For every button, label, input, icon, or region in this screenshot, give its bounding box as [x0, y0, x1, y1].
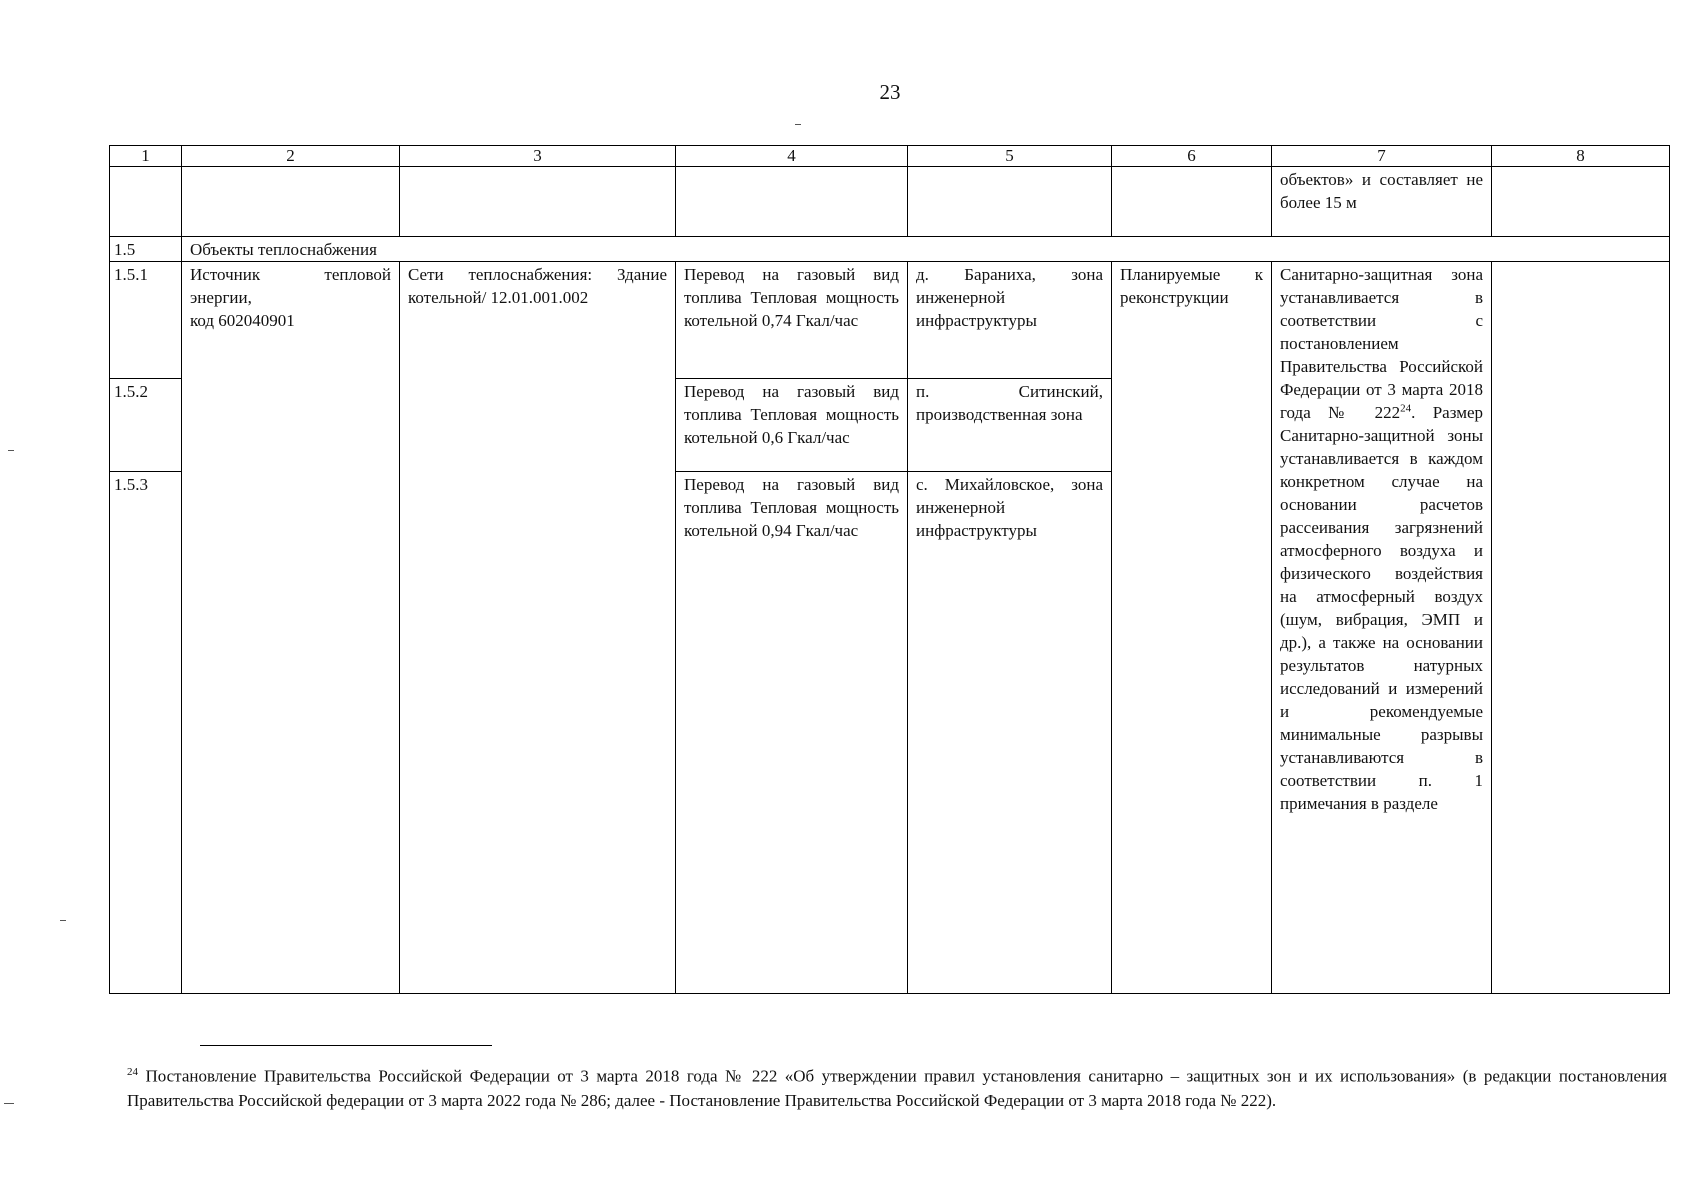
column-number: 3	[400, 146, 676, 167]
footnote-text: Постановление Правительства Российской Федерации от 3 марта 2018 года № 222 «Об утверждении правил установления санитарно – защитных зон и их использования» (в редакции постановления Правительства Российской федерации от 3 марта 2022 года № 286; далее - Постановление Правительства Российской Федерации от 3 марта 2018 года № 222).	[127, 1066, 1668, 1110]
scan-margin-mark	[60, 920, 66, 921]
object-networks: Сети теплоснабжения: Здание котельной/ 12.01.001.002	[400, 262, 676, 994]
measure-cell: Перевод на газовый вид топлива Тепловая мощность котельной 0,94 Гкал/час	[676, 472, 908, 994]
table-header-row	[110, 146, 1670, 167]
row-number: 1.5.1	[110, 262, 182, 379]
object-name: Источник тепловой энергии,	[190, 265, 391, 307]
column-number: 8	[1492, 146, 1670, 167]
object-code: код 602040901	[190, 311, 295, 330]
footnote-marker: 24	[127, 1066, 138, 1078]
location-cell: с. Михайловское, зона инженерной инфраструктуры	[908, 472, 1112, 994]
status-cell: Планируемые к реконструкции	[1112, 262, 1272, 994]
column-number: 6	[1112, 146, 1272, 167]
row-number: 1.5.2	[110, 379, 182, 472]
scan-margin-mark	[795, 124, 801, 125]
row-number: 1.5.3	[110, 472, 182, 994]
measure-cell: Перевод на газовый вид топлива Тепловая мощность котельной 0,6 Гкал/час	[676, 379, 908, 472]
footnote-divider	[200, 1045, 492, 1046]
continuation-row	[110, 167, 1670, 237]
column-number: 2	[182, 146, 400, 167]
section-row	[110, 237, 1670, 262]
location-cell: д. Бараниха, зона инженерной инфраструктуры	[908, 262, 1112, 379]
footnote	[127, 1060, 1667, 1113]
scan-margin-mark	[4, 1103, 14, 1104]
sanitary-zone-cell: Санитарно-защитная зона устанавливается в соответствии с постановлением Правительства Российской Федерации от 3 марта 2018 года № 222$^{24}$. Размер Санитарно-защитной зоны устанавливается в каждом конкретном случае на основании расчетов рассеивания загрязнений атмосферного воздуха и физического воздействия на атмосферный воздух (шум, вибрация, ЭМП и др.), а также на основании результатов натурных исследований и измерений и рекомендуемые минимальные разрывы устанавливаются в соответствии п. 1 примечания в разделе	[1272, 262, 1492, 994]
measure-cell: Перевод на газовый вид топлива Тепловая мощность котельной 0,74 Гкал/час	[676, 262, 908, 379]
continuation-zone-text: объектов» и составляет не более 15 м	[1272, 167, 1492, 237]
column-number: 5	[908, 146, 1112, 167]
page-number: 23	[879, 80, 901, 104]
column-number: 1	[110, 146, 182, 167]
footnote-ref: 24	[1400, 402, 1412, 415]
section-number: 1.5	[110, 237, 182, 262]
section-title: Объекты теплоснабжения	[182, 237, 1670, 262]
object-name-cell	[182, 262, 400, 994]
location-cell: п. Ситинский, производственная зона	[908, 379, 1112, 472]
document-table	[109, 145, 1670, 994]
table-row	[110, 262, 1670, 379]
scan-margin-mark	[8, 450, 14, 451]
column-number: 7	[1272, 146, 1492, 167]
column-number: 4	[676, 146, 908, 167]
